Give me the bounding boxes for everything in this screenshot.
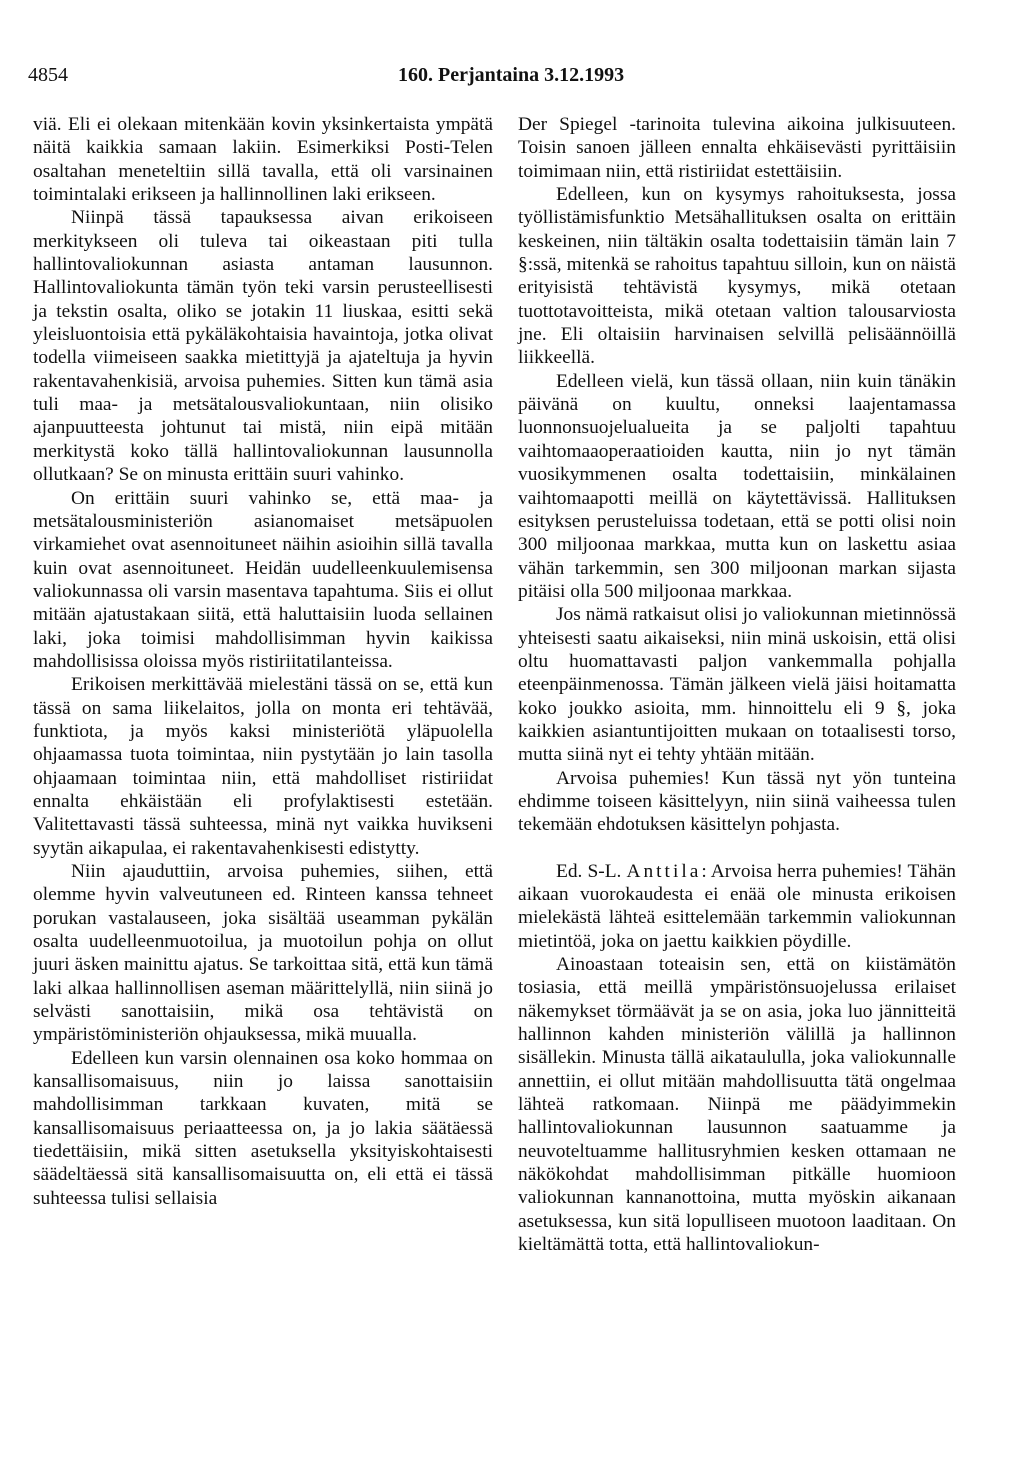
paragraph: Niin ajauduttiin, arvoisa puhemies, siihen, että olemme hyvin valveutuneen ed. Rinteen kanssa tehneet porukan vastalauseen, joka sisältää useamman pykälän osalta uudelleenmuotoilua, ja muotoilun pohja on ollut juuri äsken mainittu ajatus. Se tarkoittaa sitä, että kun tämä laki alkaa hallinnollisen aseman määrittelyllä, niin siinä jo selvästi sanottaisiin, mikä osa tehtävistä on ympäristöministeriön ohjauksessa, mikä muualla.	[33, 861, 493, 1046]
paragraph: Edelleen, kun on kysymys rahoituksesta, jossa työllistämisfunktio Metsähallituksen osalta on erittäin keskeinen, niin tältäkin osalta todettaisiin tämän lain 7 §:ssä, mitenkä se rahoitus tapahtuu silloin, kun on näistä erityisistä tehtävistä kysymys, mikä otetaan tuottotavoitteista, mikä otetaan valtion talousarviosta jne. Eli oltaisiin harvinaisen selvillä pelisäännöillä liikkeellä.	[518, 184, 956, 369]
paragraph: Arvoisa puhemies! Kun tässä nyt yön tunteina ehdimme toiseen käsittelyyn, niin siinä vaiheessa tulen tekemään ehdotuksen käsittelyn pohjasta.	[518, 767, 956, 836]
page-header	[28, 62, 983, 88]
paragraph: Ainoastaan toteaisin sen, että on kiistämätön tosiasia, että meillä ympäristönsuojelussa erilaiset näkemykset törmäävät ja se on asia, joka luo jännitteitä hallinnon kahden ministeriön välillä ja hallinnon sisällekin. Minusta tällä aikataululla, joka valiokunnalle annettiin, ei ollut mitään mahdollisuutta tätä ongelmaa lähteä ratkomaan. Niinpä me päädyimmekin hallintovaliokunnan lausunnon saatuamme ja neuvoteltuamme hallitusryhmien kesken ottamaan ne näkökohdat mahdollisimman pitkälle huomioon valiokunnan kannanottoina, mutta myöskin aikanaan asetuksessa, kun sitä lopulliseen muotoon laaditaan. On kieltämättä totta, että hallintovaliokun-	[518, 954, 956, 1256]
left-text-column	[33, 113, 493, 1210]
right-text-column	[518, 113, 956, 1257]
speech-opening-text: : Arvoisa herra puhemies! Tähän aikaan vuorokaudesta ei enää ole minusta erikoisen mielekästä lähteä esittelemään tarkemmin valiokunnan mietintöä, joka on jaettu kaikkien pöydille.	[518, 860, 956, 952]
page-number: 4854	[28, 64, 68, 86]
paragraph: Edelleen kun varsin olennainen osa koko hommaa on kansallisomaisuus, niin jo laissa sanottaisiin mahdollisimman tarkkaan kuvaten, mitä se kansallisomaisuus periaatteessa on, ja jo lakia säätäessä tiedettäisiin, mikä sitten asetuksella yksityiskohtaisesti säädeltäessä sitä kansallisomaisuutta on, eli että ei tässä suhteessa tulisi sellaisia	[33, 1047, 493, 1209]
speaker-name: Anttila	[626, 860, 702, 882]
paragraph: viä. Eli ei olekaan mitenkään kovin yksinkertaista ympätä näitä kaikkia samaan lakiin. Esimerkiksi Posti-Telen osaltahan meneteltiin sillä tavalla, että oli varsinainen toimintalaki erikseen ja hallinnollinen laki erikseen.	[33, 114, 493, 206]
paragraph: Jos nämä ratkaisut olisi jo valiokunnan mietinnössä yhteisesti saatu aikaiseksi, niin minä uskoisin, että olisi oltu huomattavasti paljon vankemmalla pohjalla eteenpäinmenossa. Tämän jälkeen vielä jäisi hoitamatta koko joukko asioita, mm. hinnoittelu eli 9 §, joka kaikkien asiantuntijoitten mukaan on totaalisesti torso, mutta siinä nyt ei tehty yhtään mitään.	[518, 604, 956, 766]
paragraph: On erittäin suuri vahinko se, että maa- ja metsätalousministeriön asianomaiset metsäpuolen virkamiehet ovat asennoituneet näihin asioihin sillä tavalla kuin ovat asennoituneet. Heidän uudelleenkuulemisensa valiokunnassa oli varsin masentava tapahtuma. Siis ei ollut mitään ajatustakaan siitä, että haluttaisiin luoda sellainen laki, joka toimisi mahdollisimman hyvin kaikissa mahdollisissa oloissa myös ristiriitatilanteissa.	[33, 487, 493, 672]
paragraph: Der Spiegel -tarinoita tulevina aikoina julkisuuteen. Toisin sanoen jälleen ennalta ehkäisevästi pyrittäisiin toimimaan niin, että ristiriidat estettäisiin.	[518, 114, 956, 182]
speaker-prefix: Ed. S-L.	[556, 860, 622, 882]
session-date-heading: 160. Perjantaina 3.12.1993	[398, 64, 625, 86]
paragraph: Edelleen vielä, kun tässä ollaan, niin kuin tänäkin päivänä on kuultu, onneksi laajentamassa luonnonsuojelualueita ja se paljolti tapahtuu vaihtomaaoperaatioiden kautta, niin jo nyt tämän vuosikymmenen osalta todettaisiin, minkälainen vaihtomaapotti meillä on käytettävissä. Hallituksen esityksen perusteluissa todetaan, että se potti olisi noin 300 miljoonaa markkaa, mutta kun on laskettu asiaa vähän tarkemmin, sen 300 miljoonan markan sijasta pitäisi olla 500 miljoonaa markkaa.	[518, 370, 956, 602]
speech-opening-paragraph	[518, 860, 956, 953]
paragraph: Niinpä tässä tapauksessa aivan erikoiseen merkitykseen oli tuleva tai oikeastaan piti tulla hallintovaliokunnan asiasta antaman lausunnon. Hallintovaliokunta tämän työn teki varsin perusteellisesti ja tekstin osalta, oliko se jotakin 11 liuskaa, esitti sekä yleisluontoisia että pykäläkohtaisia havaintoja, jotka olivat todella viimeiseen saakka mietittyjä ja ajateltuja ja hyvin rakentavahenkisiä, arvoisa puhemies. Sitten kun tämä asia tuli maa- ja metsätalousvaliokuntaan, niin olisiko ajanpuutteesta johtunut tai mistä, niin eipä mitään merkitystä koko tällä hallintovaliokunnan lausunnolla ollutkaan? Se on minusta erittäin suuri vahinko.	[33, 207, 493, 486]
paragraph: Erikoisen merkittävää mielestäni tässä on se, että kun tässä on sama liikelaitos, jolla on monta eri tehtävää, funktiota, ja myös kaksi ministeriötä yläpuolella ohjaamassa tuota toimintaa, niin pystytään jo lain tasolla ohjaamaan toimintaa niin, että mahdolliset ristiriidat ennalta ehkäistään eli profylaktisesti estetään. Valitettavasti tässä suhteessa, minä nyt vaikka huvikseni syytän aikapulaa, ei rakentavahenkisesti edistytty.	[33, 674, 493, 859]
